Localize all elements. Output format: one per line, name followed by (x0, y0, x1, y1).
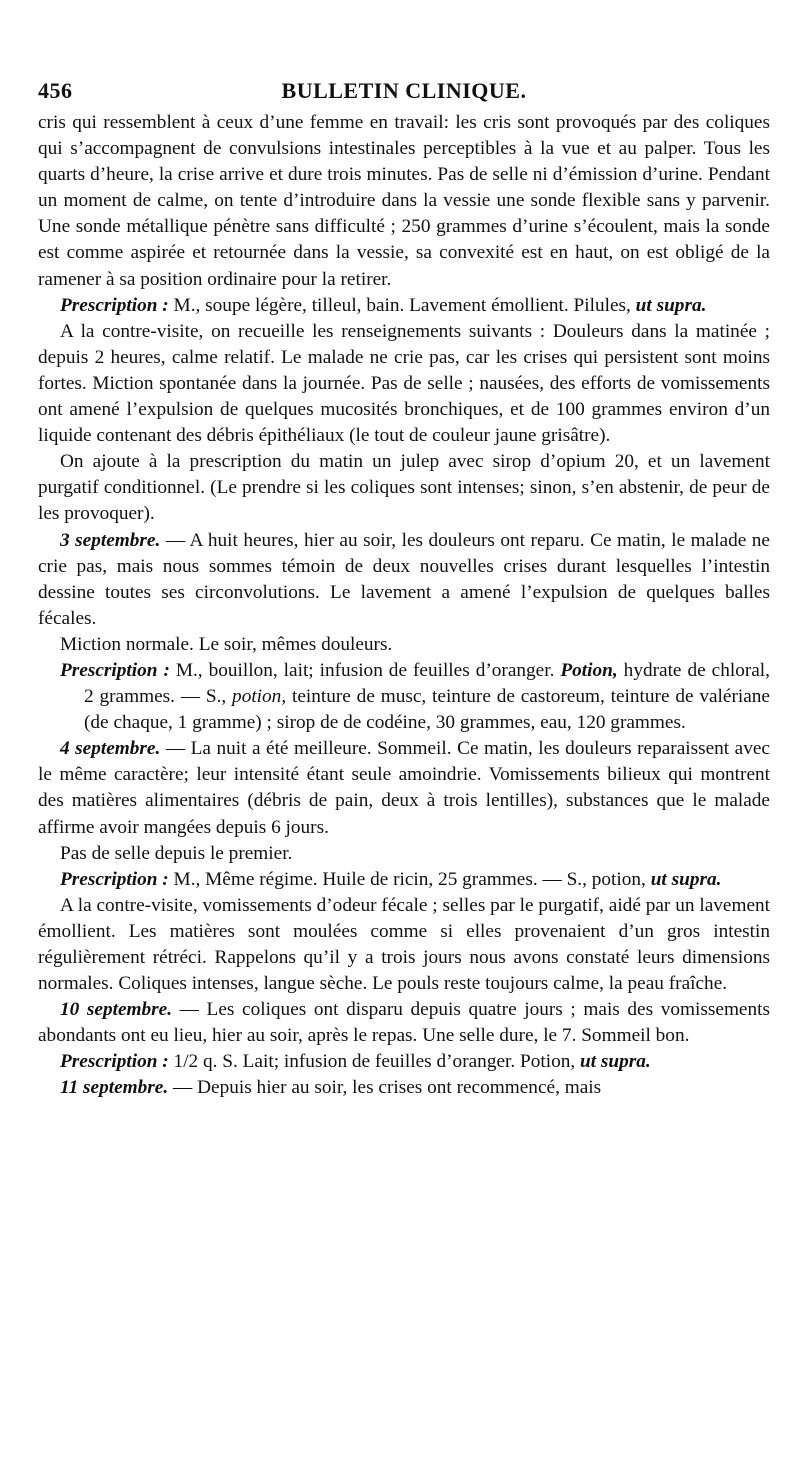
body-text (38, 110, 770, 1102)
entry-text: — A huit heures, hier au soir, les douleurs ont reparu. Ce matin, le malade ne crie pas, mais nous sommes témoin de deux nouvelles crises durant lesquelles l’intestin dessine toutes ses circonvolutions. Le lavement a amené l’expulsion de quelques balles fécales. (38, 529, 770, 629)
potion-term: potion, (232, 686, 287, 708)
prescription-tail: ut supra. (635, 294, 707, 316)
prescription-label: Prescription : (60, 868, 169, 890)
prescription-text: M., soupe légère, tilleul, bain. Lavement émollient. Pilules, (168, 294, 636, 316)
running-title: BULLETIN CLINIQUE. (281, 78, 527, 103)
prescription-label: Prescription : (60, 659, 170, 681)
paragraph: On ajoute à la prescription du matin un julep avec sirop d’opium 20, et un lavement purgatif conditionnel. (Le prendre si les coliques sont intenses; sinon, s’en abstenir, de peur de les provoquer). (38, 451, 770, 525)
prescription (60, 293, 770, 319)
paragraph: Miction normale. Le soir, mêmes douleurs. (60, 633, 393, 655)
entry-text: — Depuis hier au soir, les crises ont recommencé, mais (168, 1077, 602, 1099)
prescription-text: M., bouillon, lait; infusion de feuilles d’oranger. (169, 659, 561, 681)
entry-date: 10 septembre. (60, 999, 173, 1021)
entry-text: — Les coliques ont disparu depuis quatre jours ; mais des vomissements abondants ont eu lieu, hier au soir, après le repas. Une selle dure, le 7. Sommeil bon. (38, 999, 770, 1047)
prescription-label: Prescription : (60, 294, 169, 316)
prescription-text: M., Même régime. Huile de ricin, 25 grammes. — S., potion, (168, 868, 651, 890)
paragraph: A la contre-visite, on recueille les renseignements suivants : Douleurs dans la matinée ; depuis 2 heures, calme relatif. Le malade ne crie pas, car les crises qui persistent sont moins fortes. Miction spontanée dans la journée. Pas de selle ; nausées, des efforts de vomissements ont amené l’expulsion de quelques mucosités bronchiques, et de 100 grammes environ d’un liquide contenant des débris épithéliaux (le tout de couleur jaune grisâtre). (38, 320, 770, 447)
running-header (38, 74, 770, 110)
prescription (60, 658, 770, 736)
dated-paragraph (38, 997, 770, 1049)
prescription-tail: ut supra. (580, 1051, 651, 1073)
prescription (60, 1049, 770, 1075)
prescription-label: Prescription : (60, 1051, 169, 1073)
prescription-text: hydrate de chloral, 2 grammes. — S., (84, 659, 770, 708)
potion-term: Potion, (560, 659, 618, 681)
prescription-tail: ut supra. (650, 868, 722, 890)
prescription (60, 867, 770, 893)
paragraph: Pas de selle depuis le premier. (60, 842, 293, 864)
dated-paragraph (38, 1075, 770, 1101)
paragraph: cris qui ressemblent à ceux d’une femme en travail: les cris sont provoqués par des coliques qui s’accompagnent de convulsions intestinales perceptibles à la vue et au palper. Tous les quarts d’heure, la crise arrive et dure trois minutes. Pas de selle ni d’émission d’urine. Pendant un moment de calme, on tente d’introduire dans la vessie une sonde flexible sans y parvenir. Une sonde métallique pénètre sans difficulté ; 250 grammes d’urine s’écoulent, mais la sonde est comme aspirée et retournée dans la vessie, sa convexité est en haut, on est obligé de la ramener à sa position ordinaire pour la retirer. (38, 112, 770, 290)
dated-paragraph (38, 736, 770, 840)
paragraph: A la contre-visite, vomissements d’odeur fécale ; selles par le purgatif, aidé par un lavement émollient. Les matières sont moulées comme si elles provenaient d’un gros intestin régulièrement rétréci. Rappelons qu’il y a trois jours nous avons constaté leurs dimensions normales. Coliques intenses, langue sèche. Le pouls reste toujours calme, la peau fraîche. (38, 894, 770, 995)
entry-date: 11 septembre. (60, 1077, 169, 1099)
entry-date: 3 septembre. (60, 529, 161, 551)
prescription-text: 1/2 q. S. Lait; infusion de feuilles d’oranger. Potion, (168, 1051, 581, 1073)
prescription-text: teinture de musc, teinture de castoreum, teinture de valériane (de chaque, 1 gramme) ; sirop de de codéine, 30 grammes, eau, 120 grammes. (84, 686, 770, 734)
page-number: 456 (38, 78, 73, 103)
entry-date: 4 septembre. (60, 738, 161, 760)
entry-text: — La nuit a été meilleure. Sommeil. Ce matin, les douleurs reparaissent avec le même caractère; leur intensité étant seule amoindrie. Vomissements bilieux qui montrent des matières alimentaires (débris de pain, deux à trois lentilles), substances que le malade affirme avoir mangées depuis 6 jours. (38, 738, 770, 838)
dated-paragraph (38, 528, 770, 632)
